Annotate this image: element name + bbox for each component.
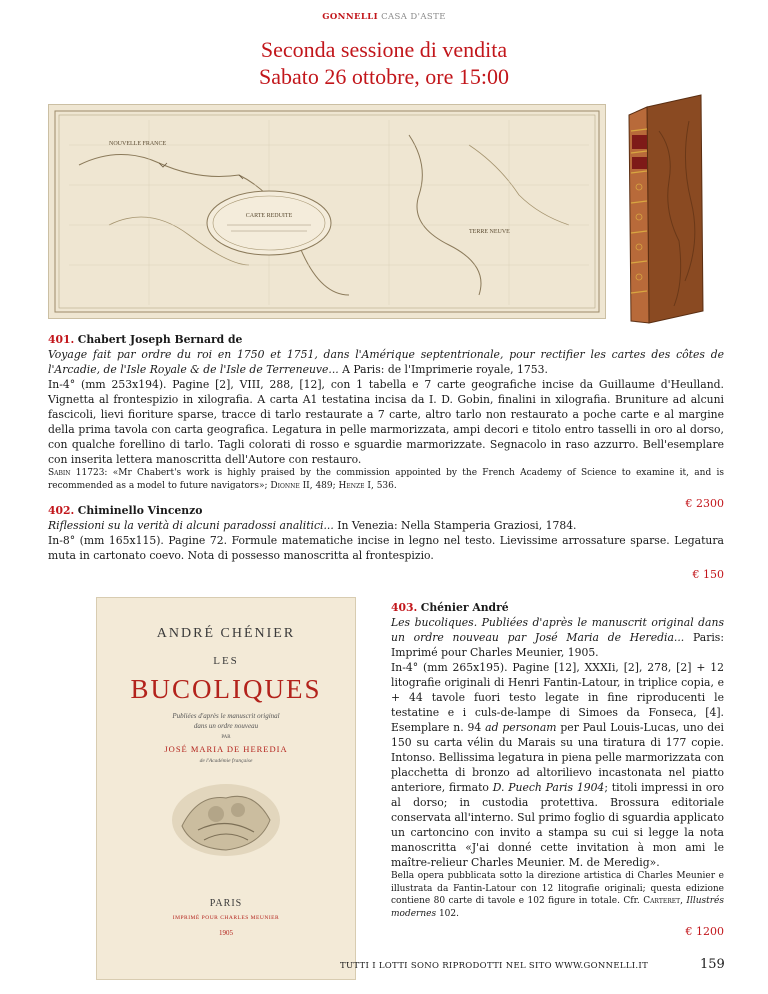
lot-number: 401.: [48, 333, 75, 346]
book-image: [619, 91, 721, 326]
page-number: 159: [700, 957, 725, 972]
lot-imprint: Paris: Imprimé pour Charles Meunier, 1905.: [391, 631, 724, 659]
lot-title: Voyage fait par ordre du roi en 1750 et 1751, dans l'Amérique septentrionale, pour rectifier les cartes des côtes de l'Arcadie, de l'Isle Royale & de l'Isle de Terreneuve...: [48, 348, 724, 376]
catalog-header: [0, 12, 768, 22]
lot-imprint: In Venezia: Nella Stamperia Graziosi, 1784.: [333, 519, 577, 532]
book-drawing: [619, 91, 721, 326]
lot-price: € 2300: [685, 497, 724, 510]
cover-city: PARIS: [209, 898, 243, 909]
book-cover-image: [96, 597, 356, 980]
lot-title: Riflessioni su la verità di alcuni paradossi analitici...: [48, 519, 334, 532]
lot-number: 403.: [391, 601, 418, 614]
lot-price: € 1200: [685, 925, 724, 938]
page-title: [0, 36, 768, 90]
lot-description: In-8° (mm 165x115). Pagine 72. Formule matematiche incise in legno nel testo. Lievissime arrossature sparse. Legatura muta in cartonato coevo. Nota di possesso manoscritta al frontespizio.: [48, 534, 724, 562]
cover-vignette: [168, 776, 284, 860]
cover-les: LES: [213, 655, 239, 667]
map-label-right: TERRE NEUVE: [469, 229, 510, 235]
cover-title: BUCOLIQUES: [130, 674, 322, 704]
cover-subtitle-2: dans un ordre nouveau: [193, 722, 259, 730]
map-drawing: [49, 105, 605, 318]
lot-author: Chénier André: [420, 601, 509, 614]
lot-description: In-4° (mm 253x194). Pagine [2], VIII, 288, [12], con 1 tabella e 7 carte geografiche incise da Guillaume d'Heulland. Vignetta al frontespizio in xilografia. A carta A1 testatina incisa da I. D. Gobin, finalini in xilografia. Bruniture ad alcuni fascicoli, lievi fioriture sparse, tracce di tarlo restaurate a 7 carte, altro tarlo non restaurato a poche carte e al margine della prima tavola con carta geografica. Legatura in pelle marmorizzata, ampi decori e titolo entro tasselli in oro al dorso, con qualche forellino di tarlo. Tagli colorati di rosso e sguardie marmorizzate. Segnacolo in raso azzurro. Bell'esemplare con inserita lettera manoscritta dell'Autore con restauro.: [48, 378, 724, 466]
lot-403: [391, 600, 724, 939]
brand-subtitle: CASA D'ASTE: [381, 12, 446, 22]
cover-author: ANDRÉ CHÉNIER: [156, 626, 296, 641]
lot-author: Chabert Joseph Bernard de: [77, 333, 243, 346]
map-image: [48, 104, 606, 319]
lot-imprint: A Paris: de l'Imprimerie royale, 1753.: [338, 363, 548, 376]
lot-number: 402.: [48, 504, 75, 517]
title-line-1: Seconda sessione di vendita: [260, 37, 508, 62]
lot-references: Sabin 11723: «Mr Chabert's work is highly praised by the commission appointed by the French Academy of Science to examine it, and is recommended as a model to future navigators»; Dionne II, 489; Henze I, 536.: [48, 468, 724, 491]
lot-price: € 150: [692, 568, 724, 581]
lot-401: [48, 332, 724, 511]
cover-academy: de l'Académie française: [199, 758, 253, 764]
cover-editor: JOSÉ MARIA DE HEREDIA: [164, 744, 288, 754]
title-line-2: Sabato 26 ottobre, ore 15:00: [259, 64, 509, 89]
cover-printer: IMPRIMÉ POUR CHARLES MEUNIER: [172, 915, 280, 921]
lot-references: Bella opera pubblicata sotto la direzione artistica di Charles Meunier e illustrata da Fantin-Latour con 12 litografie originali; questa edizione contiene 80 carte di tavole e 102 figure in totale. Cfr. Carteret, Illustrés modernes 102.: [391, 871, 724, 919]
lot-author: Chiminello Vincenzo: [77, 504, 203, 517]
lot-description: In-4° (mm 265x195). Pagine [12], XXXIi, [2], 278, [2] + 12 litografie originali di Henri Fantin-Latour, in triplice copia, e + 44 tavole fuori testo legate in fine riproducenti le testatine e i culs-de-lampe di Simoes da Fonseca, [4]. Esemplare n. 94 ad personam per Paul Louis-Lucas, uno dei 150 su carta vélin du Marais su una tiratura di 177 copie. Intonso. Bellissima legatura in piena pelle marmorizzata con placchetta di bronzo ad altorilievo incastonata nel piatto anteriore, firmato D. Puech Paris 1904; titoli impressi in oro al dorso; in custodia protettiva. Brossura editoriale conservata all'interno. Sul primo foglio di sguardia applicato un cartoncino con invito a stampa su cui si legge la nota manoscritta «J'ai donné cette invitation à mon ami le maître-relieur Charles Meunier. M. de Meredig».: [391, 661, 724, 869]
map-cartouche-title: CARTE REDUITE: [245, 213, 293, 219]
cover-year: 1905: [219, 929, 233, 937]
brand-name: GONNELLI: [322, 12, 378, 22]
lot-402: [48, 503, 724, 582]
map-label-left: NOUVELLE FRANCE: [109, 141, 167, 147]
cover-subtitle-1: Publiées d'après le manuscrit original: [172, 712, 280, 720]
footer-note: TUTTI I LOTTI SONO RIPRODOTTI NEL SITO WWW.GONNELLI.IT: [340, 961, 649, 971]
lot-title: Les bucoliques. Publiées d'après le manuscrit original dans un ordre nouveau par José Maria de Heredia...: [391, 616, 724, 644]
cover-par: PAR: [221, 735, 231, 740]
